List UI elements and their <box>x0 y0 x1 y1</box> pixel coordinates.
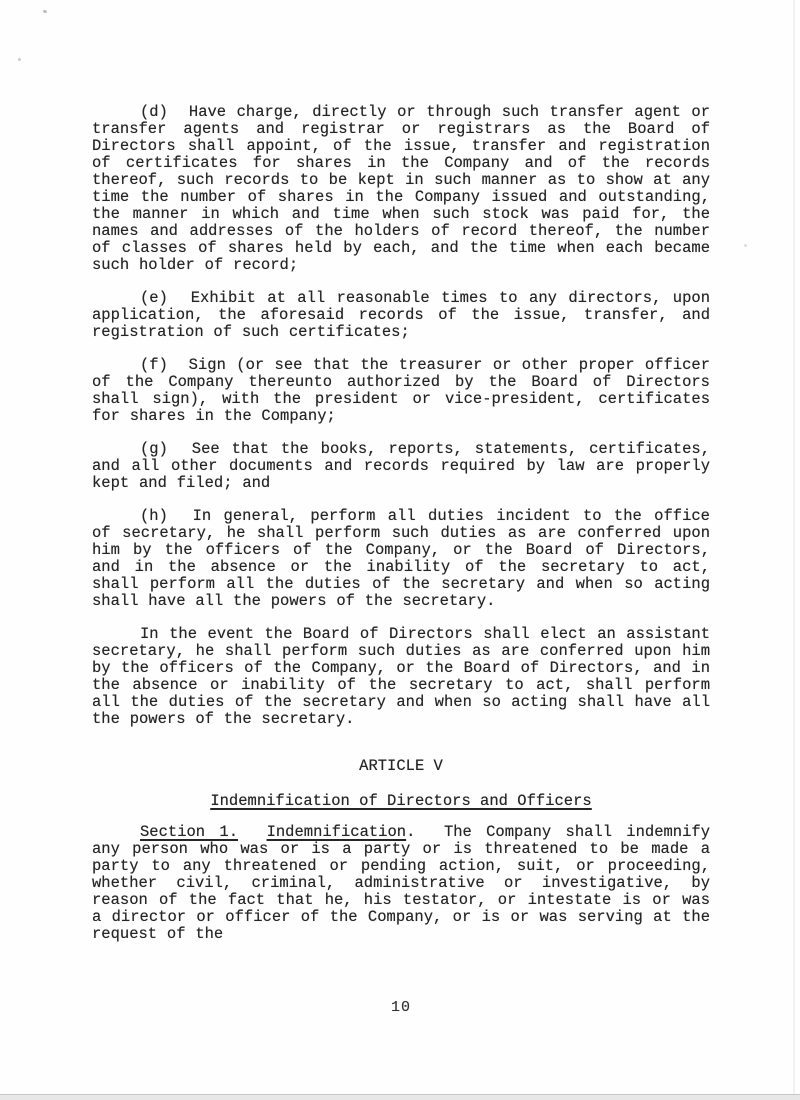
article-heading: ARTICLE V <box>359 757 443 775</box>
section-body-text: . The Company shall indemnify any person who was or is a party or is threatened to be made a party to any threatened or pending action, suit, or proceeding, whether civil, criminal, administrative or investigative, by reason of the fact that he, his testator, or intestate is or was a director or officer of the Company, or is or was serving at the request of the <box>92 823 720 943</box>
paragraph-assistant-secretary: In the event the Board of Directors shall elect an assistant secretary, he shall perform such duties as are conferred upon him by the officers of the Company, or the Board of Directors, and in the absence or inability of the secretary to act, shall perform all the duties of the secretary and when so acting shall have all the powers of the secretary. <box>92 625 720 728</box>
paragraph-h: (h) In general, perform all duties incident to the office of secretary, he shall perform such duties as are conferred upon him by the officers of the Company, or the Board of Directors, and in the absence or the inability of the secretary to act, shall perform all the duties of the secretary and when so acting shall have all the powers of the secretary. <box>92 507 720 610</box>
paragraph-e: (e) Exhibit at all reasonable times to any directors, upon application, the aforesaid records of the issue, transfer, and registration of such certificates; <box>92 289 720 341</box>
paragraph-g: (g) See that the books, reports, statements, certificates, and all other documents and records required by law are properly kept and filed; and <box>92 440 720 492</box>
section-term-label: Indemnification <box>266 823 407 841</box>
paragraph-section-1 <box>92 823 720 943</box>
scan-speck <box>43 9 48 13</box>
paragraph-f: (f) Sign (or see that the treasurer or other proper officer of the Company thereunto authorized by the Board of Directors shall sign), with the president or vice-president, certificates for shares in the Company; <box>92 356 720 425</box>
scan-speck <box>744 244 747 247</box>
section-title-heading: Indemnification of Directors and Officers <box>210 792 592 810</box>
section-label-gap <box>238 823 267 841</box>
scan-edge-line <box>793 0 795 1100</box>
section-number-label: Section 1. <box>140 823 238 841</box>
paragraph-d: (d) Have charge, directly or through such transfer agent or transfer agents and registrar or registrars as the Board of Directors shall appoint, of the issue, transfer and registration of certificates for shares in the Company and of the records thereof, such records to be kept in such manner as to show at any time the number of shares in the Company issued and outstanding, the manner in which and time when such stock was paid for, the names and addresses of the holders of record thereof, the number of classes of shares held by each, and the time when each became such holder of record; <box>92 103 720 274</box>
page-number: 10 <box>390 999 411 1016</box>
scan-edge-band <box>0 1094 800 1100</box>
scan-speck <box>18 58 21 61</box>
document-body <box>92 103 720 959</box>
